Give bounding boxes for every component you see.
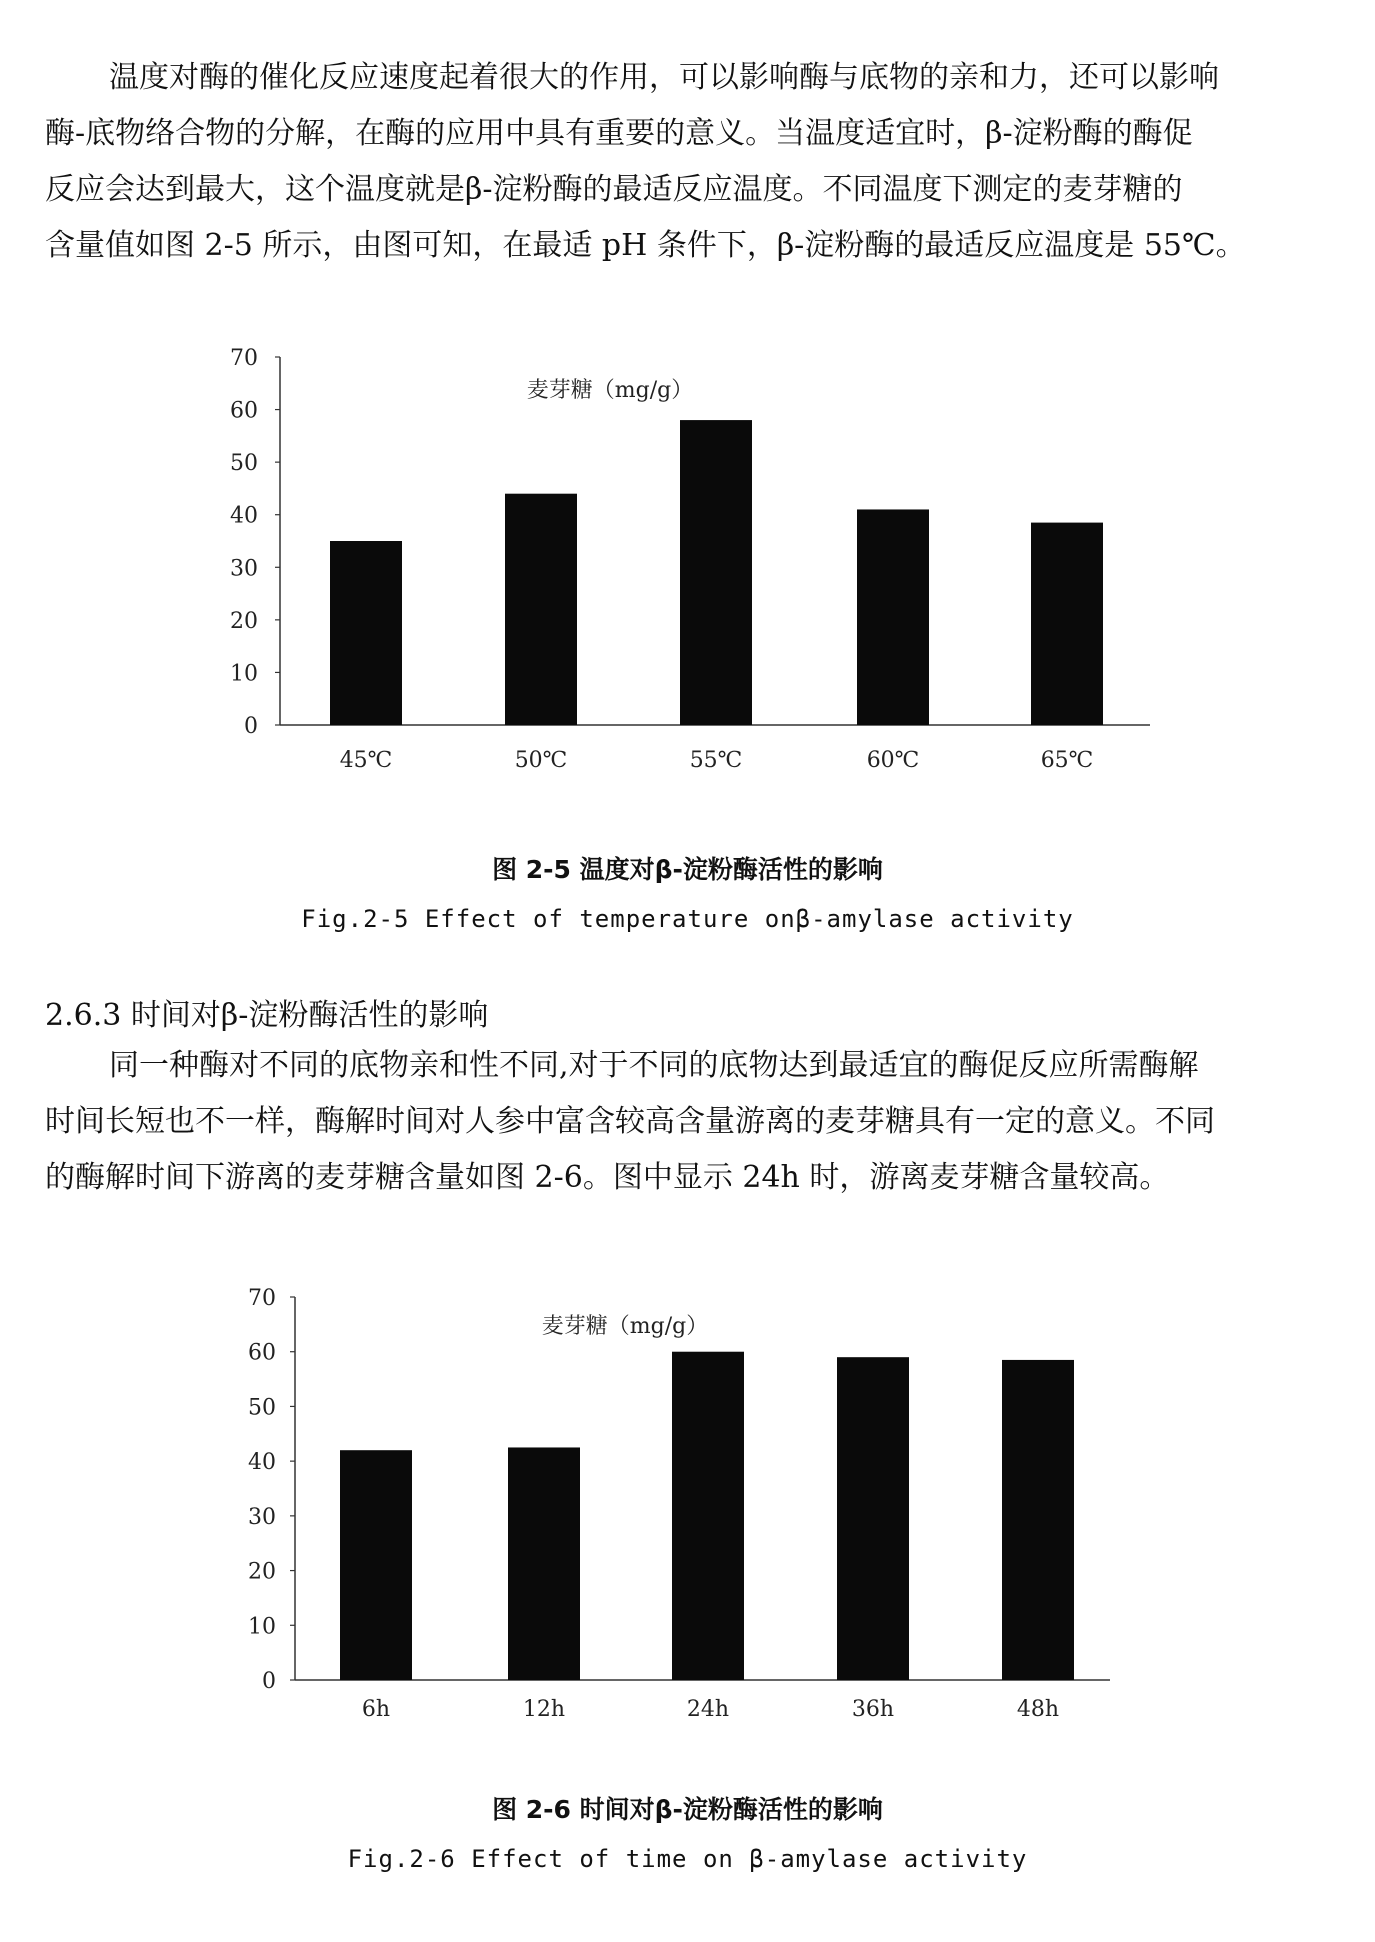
x-tick-label: 36h xyxy=(851,1697,895,1722)
x-tick-label: 55℃ xyxy=(689,748,743,773)
bar xyxy=(340,1450,412,1680)
bar xyxy=(857,509,929,725)
bar xyxy=(1002,1360,1074,1680)
bar xyxy=(680,420,752,725)
y-tick-label: 50 xyxy=(248,1395,276,1421)
time-paragraph xyxy=(45,1038,1335,1206)
y-tick-label: 0 xyxy=(262,1669,276,1694)
paragraph-line: 含量值如图 2-5 所示，由图可知，在最适 pH 条件下，β-淀粉酶的最适反应温度是 55℃。 xyxy=(45,228,1246,263)
chart-title: 麦芽糖（mg/g） xyxy=(541,1314,709,1339)
y-tick-label: 50 xyxy=(230,451,258,477)
y-tick-label: 40 xyxy=(230,503,258,529)
intro-paragraph xyxy=(45,50,1335,274)
paragraph-line: 酶-底物络合物的分解，在酶的应用中具有重要的意义。当温度适宜时，β-淀粉酶的酶促 xyxy=(45,116,1193,151)
x-tick-label: 50℃ xyxy=(514,748,568,773)
y-tick-label: 0 xyxy=(244,714,258,739)
bar xyxy=(672,1352,744,1680)
chart-title: 麦芽糖（mg/g） xyxy=(526,378,694,403)
bar xyxy=(330,541,402,725)
figure-caption-cn: 图 2-5 温度对β-淀粉酶活性的影响 xyxy=(492,855,883,884)
x-tick-label: 65℃ xyxy=(1040,748,1094,773)
y-tick-label: 30 xyxy=(248,1504,276,1530)
x-tick-label: 60℃ xyxy=(866,748,920,773)
section-heading: 2.6.3 时间对β-淀粉酶活性的影响 xyxy=(45,998,489,1033)
y-tick-label: 40 xyxy=(248,1450,276,1476)
x-tick-label: 24h xyxy=(686,1697,730,1722)
y-tick-label: 60 xyxy=(248,1340,276,1366)
y-tick-label: 70 xyxy=(230,346,258,371)
y-tick-label: 30 xyxy=(230,556,258,582)
bar xyxy=(1031,523,1103,725)
x-tick-label: 6h xyxy=(361,1697,391,1722)
x-tick-label: 48h xyxy=(1016,1697,1060,1722)
y-tick-label: 20 xyxy=(248,1559,276,1585)
y-tick-label: 10 xyxy=(248,1614,276,1640)
paragraph-line: 温度对酶的催化反应速度起着很大的作用，可以影响酶与底物的亲和力，还可以影响 xyxy=(109,60,1219,95)
figure-caption-en: Fig.2-5 Effect of temperature onβ-amylase activity xyxy=(301,905,1074,933)
temperature-bar-chart xyxy=(0,330,1375,773)
paragraph-line: 的酶解时间下游离的麦芽糖含量如图 2-6。图中显示 24h 时，游离麦芽糖含量较高。 xyxy=(45,1160,1170,1195)
bar xyxy=(508,1447,580,1680)
figure-caption-cn: 图 2-6 时间对β-淀粉酶活性的影响 xyxy=(492,1795,883,1824)
time-bar-chart xyxy=(0,1270,1375,1722)
paragraph-line: 时间长短也不一样，酶解时间对人参中富含较高含量游离的麦芽糖具有一定的意义。不同 xyxy=(45,1104,1215,1139)
paragraph-line: 同一种酶对不同的底物亲和性不同,对于不同的底物达到最适宜的酶促反应所需酶解 xyxy=(109,1048,1199,1083)
y-tick-label: 70 xyxy=(248,1286,276,1311)
y-tick-label: 10 xyxy=(230,661,258,687)
bar xyxy=(837,1357,909,1680)
x-tick-label: 45℃ xyxy=(339,748,393,773)
paragraph-line: 反应会达到最大，这个温度就是β-淀粉酶的最适反应温度。不同温度下测定的麦芽糖的 xyxy=(45,172,1183,207)
y-tick-label: 20 xyxy=(230,608,258,634)
bar xyxy=(505,494,577,725)
figure-caption-en: Fig.2-6 Effect of time on β-amylase activity xyxy=(347,1845,1028,1873)
y-tick-label: 60 xyxy=(230,398,258,424)
x-tick-label: 12h xyxy=(522,1697,566,1722)
